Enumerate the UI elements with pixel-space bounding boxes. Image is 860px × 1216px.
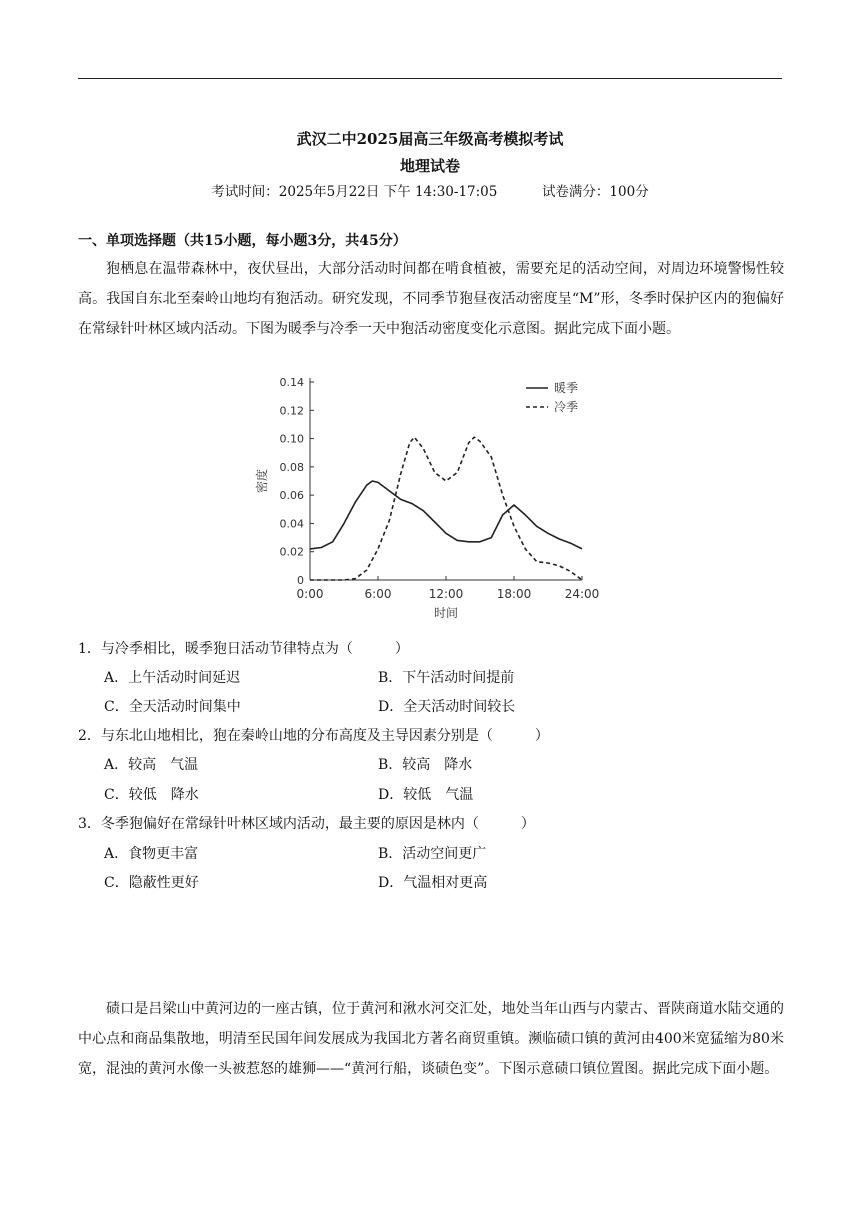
exam-time: 考试时间：2025年5月22日 下午 14:30-17:05 <box>211 184 498 200</box>
option-c[interactable]: C．全天活动时间集中 <box>104 699 241 715</box>
question-stem: 1．与冷季相比，暖季狍日活动节律特点为（ ） <box>78 641 409 657</box>
question-stem: 2．与东北山地相比，狍在秦岭山地的分布高度及主导因素分别是（ ） <box>78 728 549 744</box>
header-rule <box>78 78 782 79</box>
exam-title: 武汉二中2025届高三年级高考模拟考试 <box>296 130 564 148</box>
series-line-1 <box>310 481 582 549</box>
y-tick-label: 0.12 <box>279 404 304 418</box>
option-c[interactable]: C．较低 降水 <box>104 787 199 803</box>
option-a[interactable]: A．食物更丰富 <box>104 846 199 862</box>
x-tick-label: 18:00 <box>496 587 532 601</box>
x-axis-label: 时间 <box>433 606 459 620</box>
activity-density-chart <box>252 366 612 632</box>
y-tick-label: 0.04 <box>279 517 304 531</box>
option-d[interactable]: D．全天活动时间较长 <box>378 699 516 715</box>
legend-label-2: 冷季 <box>554 400 579 414</box>
full-score: 试卷满分：100分 <box>541 184 649 200</box>
option-a[interactable]: A．上午活动时间延迟 <box>104 670 241 686</box>
y-tick-label: 0.02 <box>279 545 304 559</box>
series-line-2 <box>310 437 582 580</box>
y-tick-label: 0.06 <box>279 489 304 503</box>
chart-svg <box>252 366 612 628</box>
option-d[interactable]: D．较低 气温 <box>378 787 474 803</box>
x-tick-label: 12:00 <box>428 587 464 601</box>
exam-meta <box>0 180 860 200</box>
section-heading: 一、单项选择题（共15小题，每小题3分，共45分） <box>78 233 407 249</box>
x-tick-label: 24:00 <box>564 587 600 601</box>
option-b[interactable]: B．活动空间更广 <box>378 846 487 862</box>
option-b[interactable]: B．较高 降水 <box>378 757 473 773</box>
y-axis-label: 密度 <box>255 468 269 494</box>
subject-title: 地理试卷 <box>399 157 460 175</box>
y-tick-label: 0 <box>297 574 304 587</box>
passage-2: 碛口是吕梁山中黄河边的一座古镇，位于黄河和湫水河交汇处，地处当年山西与内蒙古、晋陕商道水陆交通的中心点和商品集散地，明清至民国年间发展成为我国北方著名商贸重镇。濒临碛口镇的黄河由400米宽猛缩为80米宽，混浊的黄河水像一头被惹怒的雄狮——“黄河行船，谈碛色变”。下图示意碛口镇位置图。据此完成下面小题。 <box>78 1001 784 1077</box>
option-a[interactable]: A．较高 气温 <box>104 757 199 773</box>
x-tick-label: 6:00 <box>364 587 392 601</box>
passage-1: 狍栖息在温带森林中，夜伏昼出，大部分活动时间都在啃食植被，需要充足的活动空间，对周边环境警惕性较高。我国自东北至秦岭山地均有狍活动。研究发现，不同季节狍昼夜活动密度呈“M”形，冬季时保护区内的狍偏好在常绿针叶林区域内活动。下图为暖季与冷季一天中狍活动密度变化示意图。据此完成下面小题。 <box>78 261 784 337</box>
y-tick-label: 0.14 <box>279 376 304 389</box>
option-c[interactable]: C．隐蔽性更好 <box>104 875 199 891</box>
legend-label-1: 暖季 <box>554 381 579 395</box>
question-stem: 3．冬季狍偏好在常绿针叶林区域内活动，最主要的原因是林内（ ） <box>78 816 535 832</box>
y-tick-label: 0.10 <box>279 432 304 446</box>
x-tick-label: 0:00 <box>296 587 324 601</box>
option-b[interactable]: B．下午活动时间提前 <box>378 670 515 686</box>
y-tick-label: 0.08 <box>279 460 304 474</box>
option-d[interactable]: D．气温相对更高 <box>378 875 488 891</box>
